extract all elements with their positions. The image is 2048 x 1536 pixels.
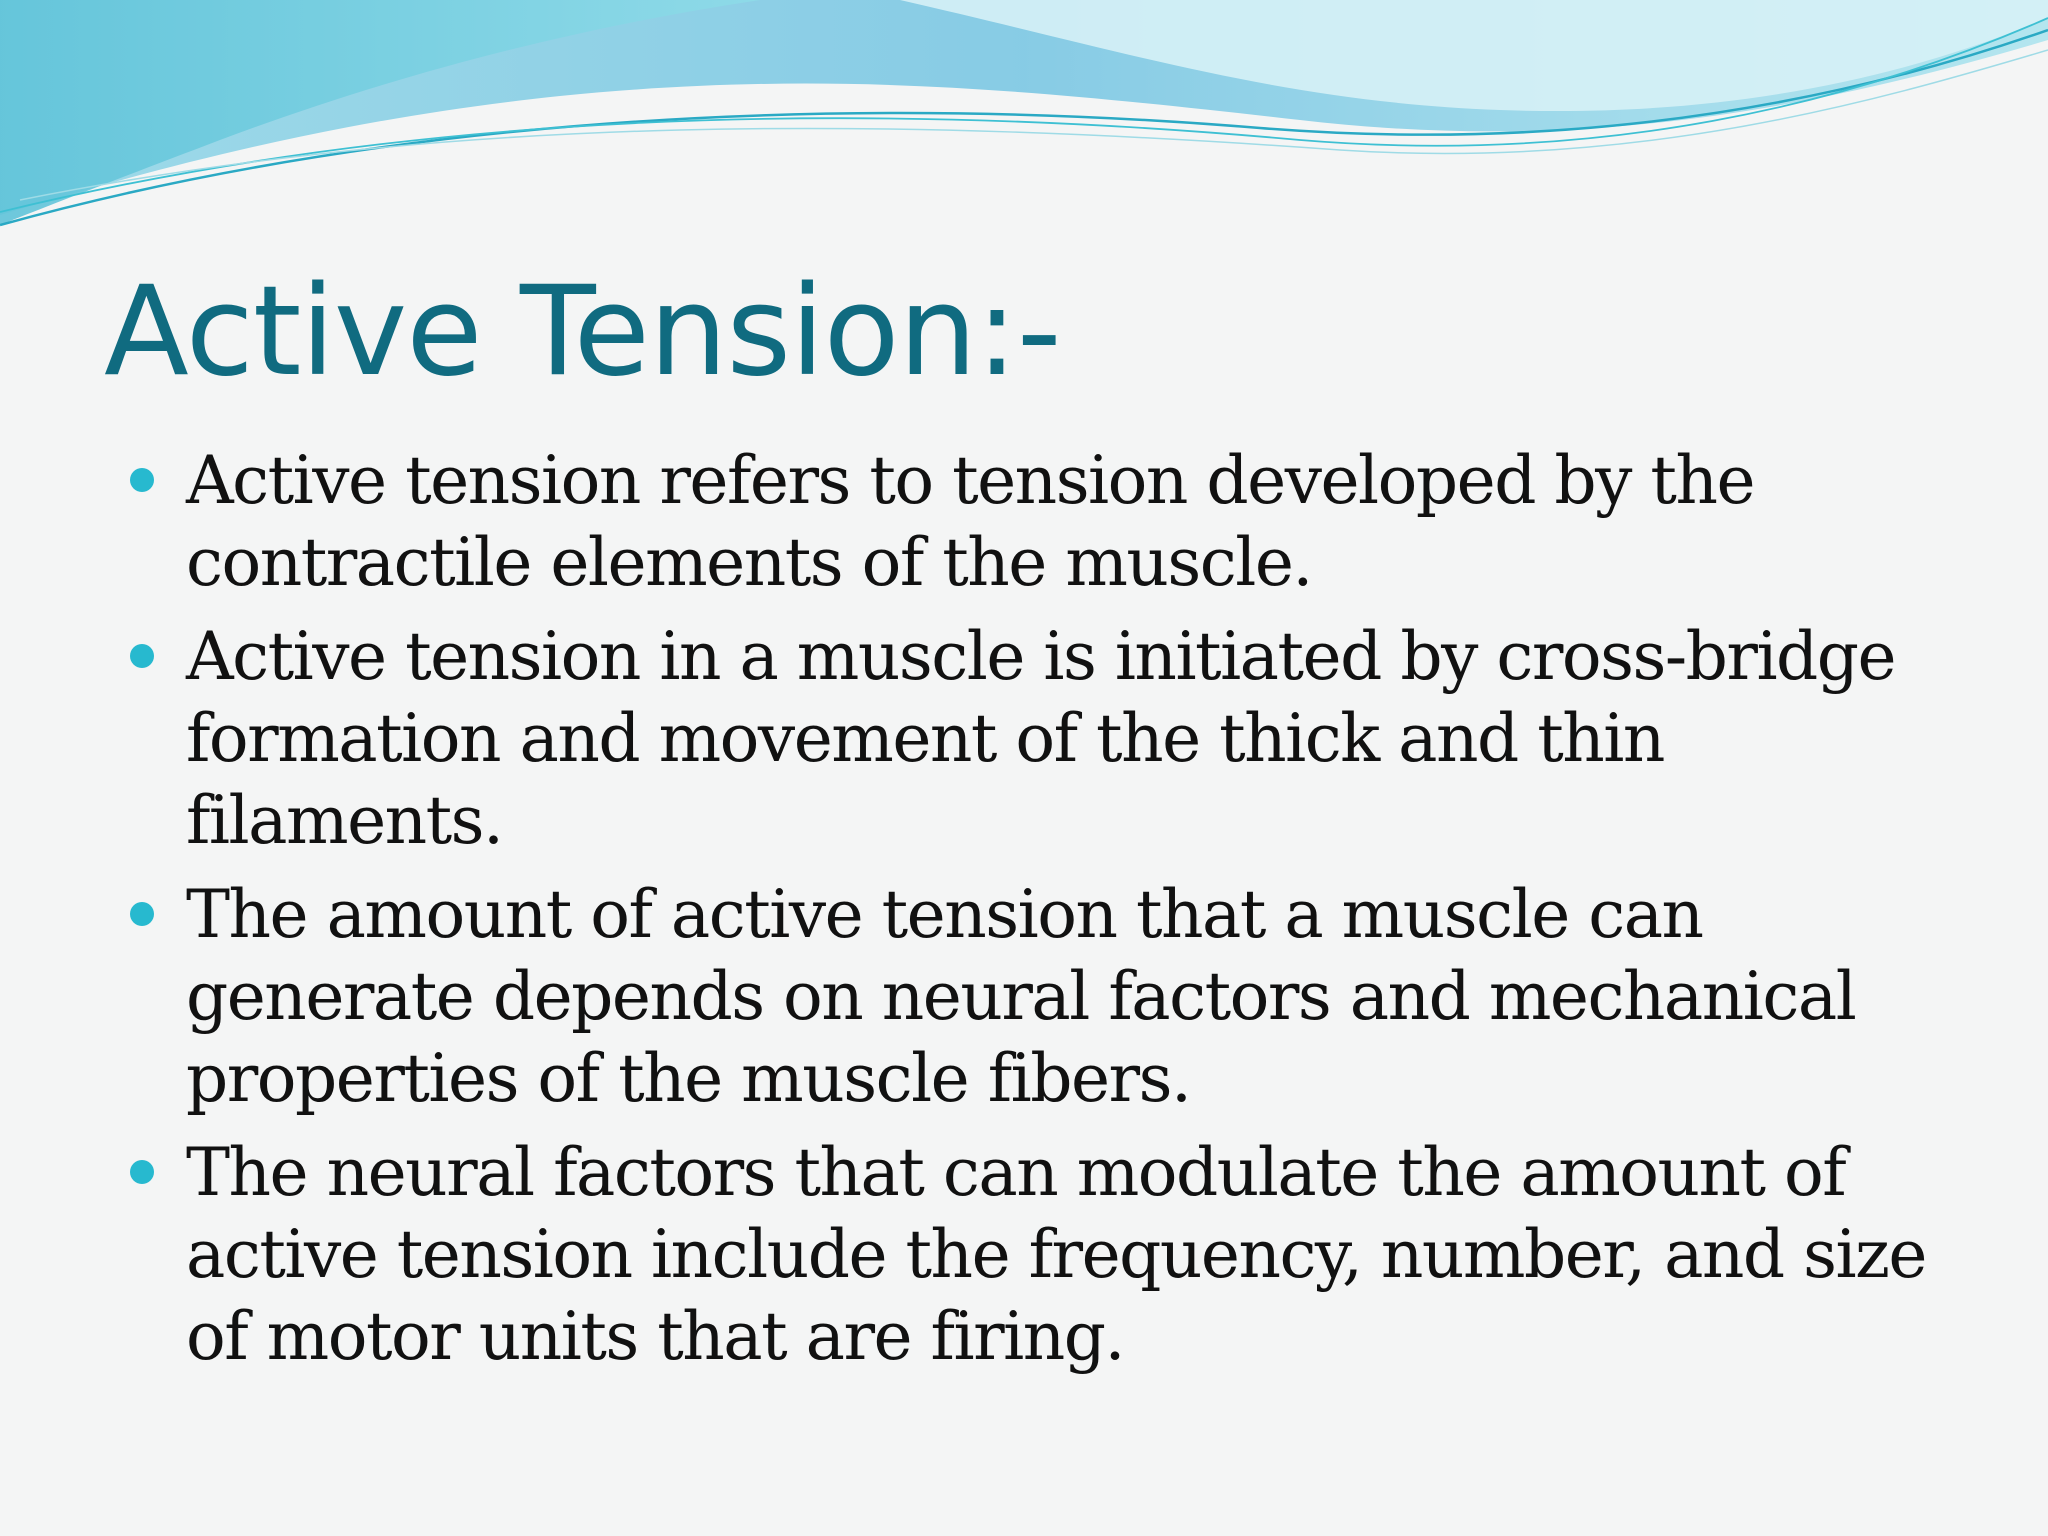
bullet-text: Active tension in a muscle is initiated by cross-bridge formation and movement of the thick and thin filaments. [186, 618, 1896, 859]
header-wave-decoration [0, 0, 2048, 260]
slide-title: Active Tension:- [104, 260, 1061, 404]
bullet-text: The amount of active tension that a muscle can generate depends on neural factors and mechanical properties of the muscle fibers. [186, 876, 1856, 1117]
bullet-item [130, 1132, 1990, 1378]
bullet-dot-icon [130, 1160, 154, 1184]
bullet-dot-icon [130, 468, 154, 492]
bullet-text: Active tension refers to tension developed by the contractile elements of the muscle. [186, 442, 1755, 601]
bullet-list [130, 440, 1990, 1390]
bullet-dot-icon [130, 644, 154, 668]
bullet-text: The neural factors that can modulate the amount of active tension include the frequency, number, and size of motor units that are firing. [186, 1134, 1926, 1375]
bullet-item [130, 874, 1990, 1120]
bullet-item [130, 440, 1990, 604]
bullet-dot-icon [130, 902, 154, 926]
bullet-item [130, 616, 1990, 862]
